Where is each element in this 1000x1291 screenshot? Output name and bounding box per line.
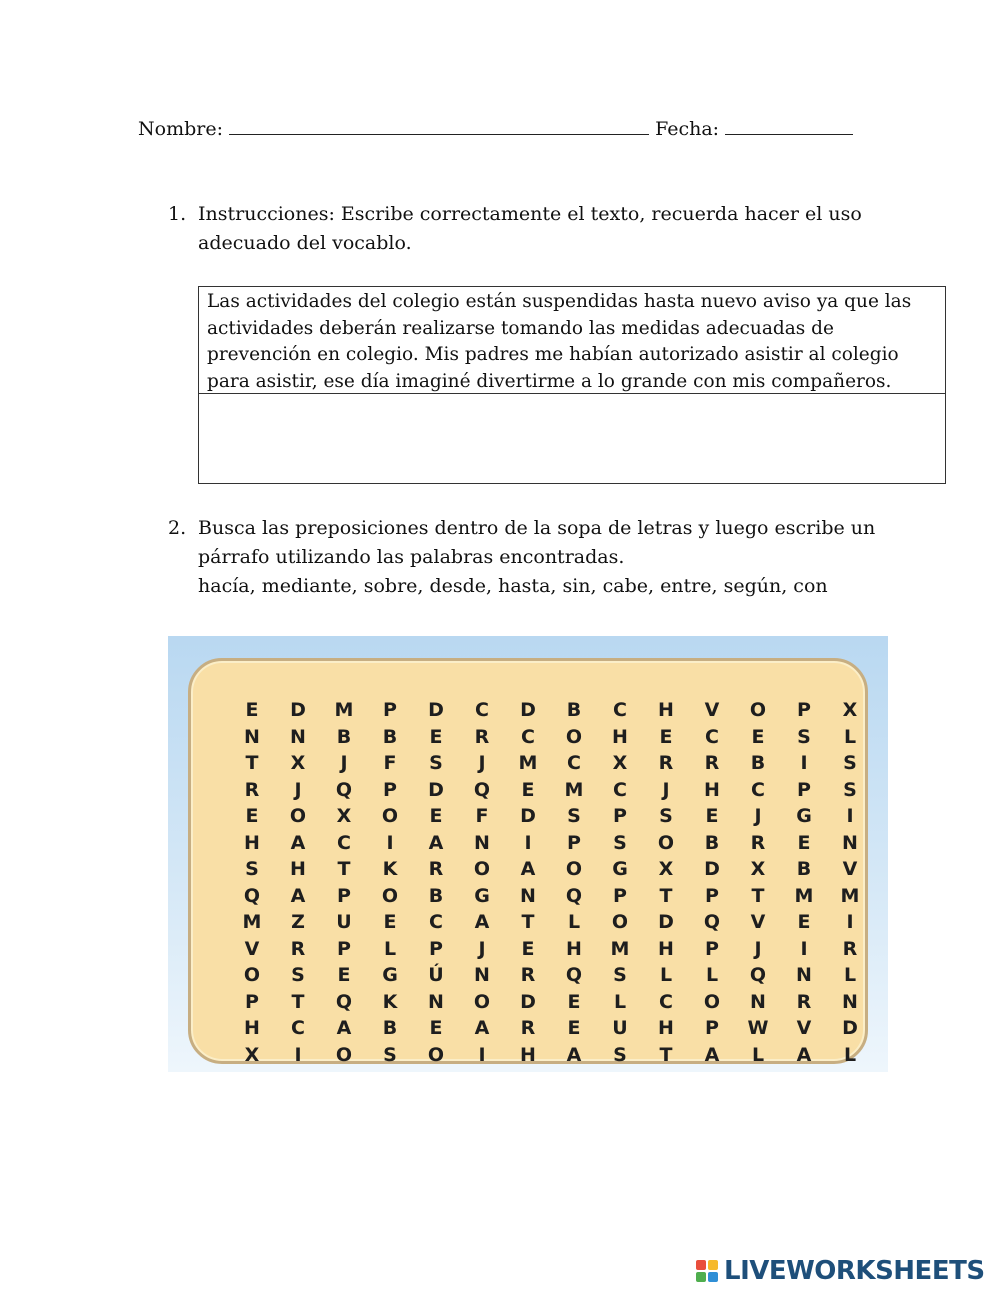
grid-letter[interactable]: S	[613, 964, 627, 986]
word-search-image	[168, 636, 888, 1072]
grid-letter[interactable]: I	[800, 752, 808, 774]
grid-letter[interactable]: I	[478, 1043, 486, 1066]
grid-letter[interactable]: O	[611, 911, 629, 933]
grid-letter[interactable]: C	[659, 990, 673, 1013]
grid-letter[interactable]: X	[336, 805, 352, 827]
logo-square	[696, 1272, 706, 1282]
grid-letter[interactable]: P	[797, 699, 811, 721]
grid-letter[interactable]: O	[565, 858, 583, 880]
grid-letter[interactable]: D	[290, 699, 306, 721]
grid-letter[interactable]: R	[750, 831, 766, 854]
grid-letter[interactable]: P	[705, 937, 719, 960]
grid-letter[interactable]: P	[613, 805, 627, 827]
logo-square	[696, 1260, 706, 1270]
grid-letter[interactable]: N	[474, 964, 490, 986]
grid-letter[interactable]: C	[751, 778, 765, 801]
grid-letter[interactable]: X	[612, 752, 628, 774]
grid-letter[interactable]: W	[747, 1017, 769, 1039]
grid-letter[interactable]: H	[290, 858, 306, 880]
grid-letter[interactable]: L	[843, 725, 857, 748]
grid-letter[interactable]: D	[704, 858, 720, 880]
grid-letter[interactable]: Q	[335, 778, 353, 801]
grid-letter[interactable]: B	[750, 752, 766, 774]
grid-letter[interactable]: P	[705, 884, 719, 907]
date-field[interactable]	[725, 116, 853, 135]
grid-letter[interactable]: E	[705, 805, 719, 827]
grid-letter[interactable]: P	[383, 699, 397, 721]
grid-letter[interactable]: A	[566, 1043, 582, 1066]
grid-letter[interactable]: M	[518, 752, 538, 774]
grid-letter[interactable]: J	[478, 752, 486, 774]
grid-letter[interactable]: L	[567, 911, 581, 933]
grid-letter[interactable]: P	[337, 884, 351, 907]
grid-letter[interactable]: E	[659, 725, 673, 748]
grid-letter[interactable]: E	[245, 805, 259, 827]
text-table	[198, 286, 946, 484]
grid-letter[interactable]: B	[382, 725, 398, 748]
grid-letter[interactable]: X	[290, 752, 306, 774]
grid-letter[interactable]: O	[335, 1043, 353, 1066]
grid-letter[interactable]: E	[429, 1017, 443, 1039]
grid-letter[interactable]: R	[474, 725, 490, 748]
grid-letter[interactable]: I	[386, 831, 394, 854]
grid-letter[interactable]: Q	[565, 884, 583, 907]
grid-letter[interactable]: A	[428, 831, 444, 854]
grid-letter[interactable]: C	[429, 911, 443, 933]
grid-letter[interactable]: P	[383, 778, 397, 801]
grid-letter[interactable]: H	[244, 831, 260, 854]
grid-letter[interactable]: O	[657, 831, 675, 854]
grid-letter[interactable]: J	[754, 937, 762, 960]
grid-letter[interactable]: L	[843, 1043, 857, 1066]
grid-letter[interactable]: N	[244, 725, 260, 748]
grid-letter[interactable]: C	[291, 1017, 305, 1039]
grid-letter[interactable]: Q	[565, 964, 583, 986]
name-label: Nombre:	[138, 118, 223, 140]
grid-letter[interactable]: A	[520, 858, 536, 880]
grid-letter[interactable]: S	[613, 1043, 627, 1066]
grid-letter[interactable]: E	[751, 725, 765, 748]
grid-letter[interactable]: E	[797, 911, 811, 933]
grid-letter[interactable]: J	[478, 937, 486, 960]
grid-letter[interactable]: H	[520, 1043, 536, 1066]
grid-letter[interactable]: D	[520, 699, 536, 721]
grid-letter[interactable]: L	[659, 964, 673, 986]
grid-letter[interactable]: H	[612, 725, 628, 748]
grid-letter[interactable]: G	[382, 964, 398, 986]
grid-letter[interactable]: Q	[749, 964, 767, 986]
grid-letter[interactable]: A	[290, 831, 306, 854]
grid-letter[interactable]: U	[612, 1017, 628, 1039]
grid-letter[interactable]: M	[564, 778, 584, 801]
grid-letter[interactable]: L	[705, 964, 719, 986]
grid-letter[interactable]: S	[429, 752, 443, 774]
question-2-text: Busca las preposiciones dentro de la sopa de letras y luego escribe un párrafo utilizando las palabras encontradas.	[198, 517, 876, 568]
grid-letter[interactable]: I	[800, 937, 808, 960]
word-search-grid	[229, 697, 873, 1068]
word-search-board	[188, 658, 868, 1064]
word-list: hacía, mediante, sobre, desde, hasta, sin, cabe, entre, según, con	[198, 575, 828, 597]
grid-letter[interactable]: O	[427, 1043, 445, 1066]
grid-letter[interactable]: T	[521, 911, 535, 933]
grid-letter[interactable]: Q	[243, 884, 261, 907]
grid-letter[interactable]: N	[842, 990, 858, 1013]
grid-letter[interactable]: G	[612, 858, 628, 880]
grid-letter[interactable]: T	[751, 884, 765, 907]
grid-letter[interactable]: E	[521, 778, 535, 801]
grid-letter[interactable]: A	[474, 1017, 490, 1039]
answer-box[interactable]	[199, 394, 945, 483]
grid-letter[interactable]: O	[381, 805, 399, 827]
grid-letter[interactable]: A	[796, 1043, 812, 1066]
incorrect-text: Las actividades del colegio están suspendidas hasta nuevo aviso ya que las actividades deberán realizarse tomando las medidas adecuadas de prevención en colegio. Mis padres me habían autorizado asistir al colegio para asistir, ese día imaginé divertirme a lo grande con mis compañeros.	[199, 287, 945, 394]
logo-square	[708, 1272, 718, 1282]
grid-letter[interactable]: D	[842, 1017, 858, 1039]
grid-letter[interactable]: L	[751, 1043, 765, 1066]
grid-letter[interactable]: O	[473, 858, 491, 880]
grid-letter[interactable]: E	[429, 805, 443, 827]
grid-letter[interactable]: E	[245, 699, 259, 721]
grid-letter[interactable]: V	[704, 699, 720, 721]
grid-letter[interactable]: R	[520, 964, 536, 986]
grid-letter[interactable]: H	[566, 937, 582, 960]
grid-letter[interactable]: S	[567, 805, 581, 827]
question-1-number: 1.	[168, 203, 187, 225]
grid-letter[interactable]: V	[796, 1017, 812, 1039]
grid-letter[interactable]: V	[244, 937, 260, 960]
grid-letter[interactable]: M	[610, 937, 630, 960]
question-2-number: 2.	[168, 517, 187, 539]
grid-letter[interactable]: N	[750, 990, 766, 1013]
grid-letter[interactable]: P	[797, 778, 811, 801]
grid-letter[interactable]: K	[382, 858, 398, 880]
grid-letter[interactable]: O	[703, 990, 721, 1013]
grid-letter[interactable]: Ú	[428, 964, 444, 986]
grid-letter[interactable]: R	[842, 937, 858, 960]
grid-letter[interactable]: I	[846, 911, 854, 933]
grid-letter[interactable]: T	[291, 990, 305, 1013]
grid-letter[interactable]: B	[796, 858, 812, 880]
grid-letter[interactable]: N	[520, 884, 536, 907]
grid-letter[interactable]: M	[840, 884, 860, 907]
grid-letter[interactable]: G	[474, 884, 490, 907]
grid-letter[interactable]: S	[291, 964, 305, 986]
question-2-body	[198, 514, 898, 601]
grid-letter[interactable]: D	[428, 699, 444, 721]
grid-letter[interactable]: N	[474, 831, 490, 854]
grid-letter[interactable]: P	[613, 884, 627, 907]
grid-letter[interactable]: T	[245, 752, 259, 774]
grid-letter[interactable]: P	[567, 831, 581, 854]
grid-letter[interactable]: H	[658, 937, 674, 960]
grid-letter[interactable]: D	[428, 778, 444, 801]
grid-letter[interactable]: P	[337, 937, 351, 960]
grid-letter[interactable]: L	[843, 964, 857, 986]
grid-letter[interactable]: B	[566, 699, 582, 721]
grid-letter[interactable]: J	[294, 778, 302, 801]
grid-letter[interactable]: N	[290, 725, 306, 748]
grid-letter[interactable]: R	[658, 752, 674, 774]
name-field[interactable]	[229, 116, 649, 135]
grid-letter[interactable]: A	[290, 884, 306, 907]
grid-letter[interactable]: X	[842, 699, 858, 721]
grid-letter[interactable]: Z	[291, 911, 305, 933]
grid-letter[interactable]: X	[750, 858, 766, 880]
grid-letter[interactable]: C	[567, 752, 581, 774]
grid-letter[interactable]: B	[428, 884, 444, 907]
grid-letter[interactable]: O	[381, 884, 399, 907]
grid-letter[interactable]: S	[245, 858, 259, 880]
grid-letter[interactable]: U	[336, 911, 352, 933]
grid-letter[interactable]: C	[705, 725, 719, 748]
grid-letter[interactable]: O	[289, 805, 307, 827]
grid-letter[interactable]: D	[520, 805, 536, 827]
grid-letter[interactable]: O	[243, 964, 261, 986]
grid-letter[interactable]: T	[337, 858, 351, 880]
grid-letter[interactable]: E	[567, 990, 581, 1013]
grid-letter[interactable]: B	[336, 725, 352, 748]
logo-square	[708, 1260, 718, 1270]
grid-letter[interactable]: S	[383, 1043, 397, 1066]
grid-letter[interactable]: B	[382, 1017, 398, 1039]
grid-letter[interactable]: J	[662, 778, 670, 801]
grid-letter[interactable]: E	[429, 725, 443, 748]
grid-letter[interactable]: P	[245, 990, 259, 1013]
grid-letter[interactable]: S	[843, 778, 857, 801]
grid-letter[interactable]: I	[846, 805, 854, 827]
grid-letter[interactable]: H	[658, 699, 674, 721]
grid-letter[interactable]: C	[521, 725, 535, 748]
grid-letter[interactable]: C	[613, 778, 627, 801]
grid-letter[interactable]: R	[244, 778, 260, 801]
grid-letter[interactable]: X	[658, 858, 674, 880]
grid-letter[interactable]: M	[794, 884, 814, 907]
grid-letter[interactable]: C	[337, 831, 351, 854]
grid-letter[interactable]: T	[659, 884, 673, 907]
grid-letter[interactable]: S	[797, 725, 811, 748]
grid-letter[interactable]: E	[567, 1017, 581, 1039]
grid-letter[interactable]: F	[383, 752, 397, 774]
grid-letter[interactable]: H	[658, 1017, 674, 1039]
grid-letter[interactable]: E	[383, 911, 397, 933]
grid-letter[interactable]: J	[340, 752, 348, 774]
grid-letter[interactable]: V	[750, 911, 766, 933]
date-label: Fecha:	[655, 118, 720, 140]
grid-letter[interactable]: Q	[473, 778, 491, 801]
grid-letter[interactable]: A	[474, 911, 490, 933]
grid-letter[interactable]: P	[705, 1017, 719, 1039]
grid-letter[interactable]: G	[796, 805, 812, 827]
grid-letter[interactable]: R	[520, 1017, 536, 1039]
logo-mark-icon	[696, 1260, 718, 1282]
grid-letter[interactable]: A	[336, 1017, 352, 1039]
grid-letter[interactable]: E	[337, 964, 351, 986]
grid-letter[interactable]: C	[613, 699, 627, 721]
grid-letter[interactable]: L	[383, 937, 397, 960]
grid-letter[interactable]: R	[796, 990, 812, 1013]
grid-letter[interactable]: O	[565, 725, 583, 748]
grid-letter[interactable]: D	[520, 990, 536, 1013]
logo-text: LIVEWORKSHEETS	[724, 1256, 985, 1286]
grid-letter[interactable]: S	[843, 752, 857, 774]
grid-letter[interactable]: H	[244, 1017, 260, 1039]
grid-letter[interactable]: R	[704, 752, 720, 774]
grid-letter[interactable]: V	[842, 858, 858, 880]
grid-letter[interactable]: H	[704, 778, 720, 801]
grid-letter[interactable]: N	[428, 990, 444, 1013]
grid-letter[interactable]: T	[659, 1043, 673, 1066]
grid-letter[interactable]: R	[290, 937, 306, 960]
grid-letter[interactable]: X	[244, 1043, 260, 1066]
grid-letter[interactable]: I	[524, 831, 532, 854]
header-line	[138, 116, 868, 140]
grid-letter[interactable]: N	[842, 831, 858, 854]
grid-letter[interactable]: L	[613, 990, 627, 1013]
question-1-text: Instrucciones: Escribe correctamente el texto, recuerda hacer el uso adecuado del vocablo.	[198, 203, 862, 254]
grid-letter[interactable]: O	[749, 699, 767, 721]
grid-letter[interactable]: P	[429, 937, 443, 960]
grid-letter[interactable]: R	[428, 858, 444, 880]
grid-letter[interactable]: F	[475, 805, 489, 827]
grid-letter[interactable]: M	[242, 911, 262, 933]
grid-letter[interactable]: C	[475, 699, 489, 721]
grid-letter[interactable]: A	[704, 1043, 720, 1066]
grid-letter[interactable]: I	[294, 1043, 302, 1066]
grid-letter[interactable]: N	[796, 964, 812, 986]
grid-letter[interactable]: S	[659, 805, 673, 827]
grid-letter[interactable]: Q	[335, 990, 353, 1013]
grid-letter[interactable]: B	[704, 831, 720, 854]
grid-letter[interactable]: O	[473, 990, 491, 1013]
grid-letter[interactable]: M	[334, 699, 354, 721]
grid-letter[interactable]: S	[613, 831, 627, 854]
grid-letter[interactable]: E	[521, 937, 535, 960]
grid-letter[interactable]: E	[797, 831, 811, 854]
grid-letter[interactable]: D	[658, 911, 674, 933]
liveworksheets-logo	[696, 1255, 985, 1287]
grid-letter[interactable]: K	[382, 990, 398, 1013]
grid-letter[interactable]: J	[754, 805, 762, 827]
grid-letter[interactable]: Q	[703, 911, 721, 933]
